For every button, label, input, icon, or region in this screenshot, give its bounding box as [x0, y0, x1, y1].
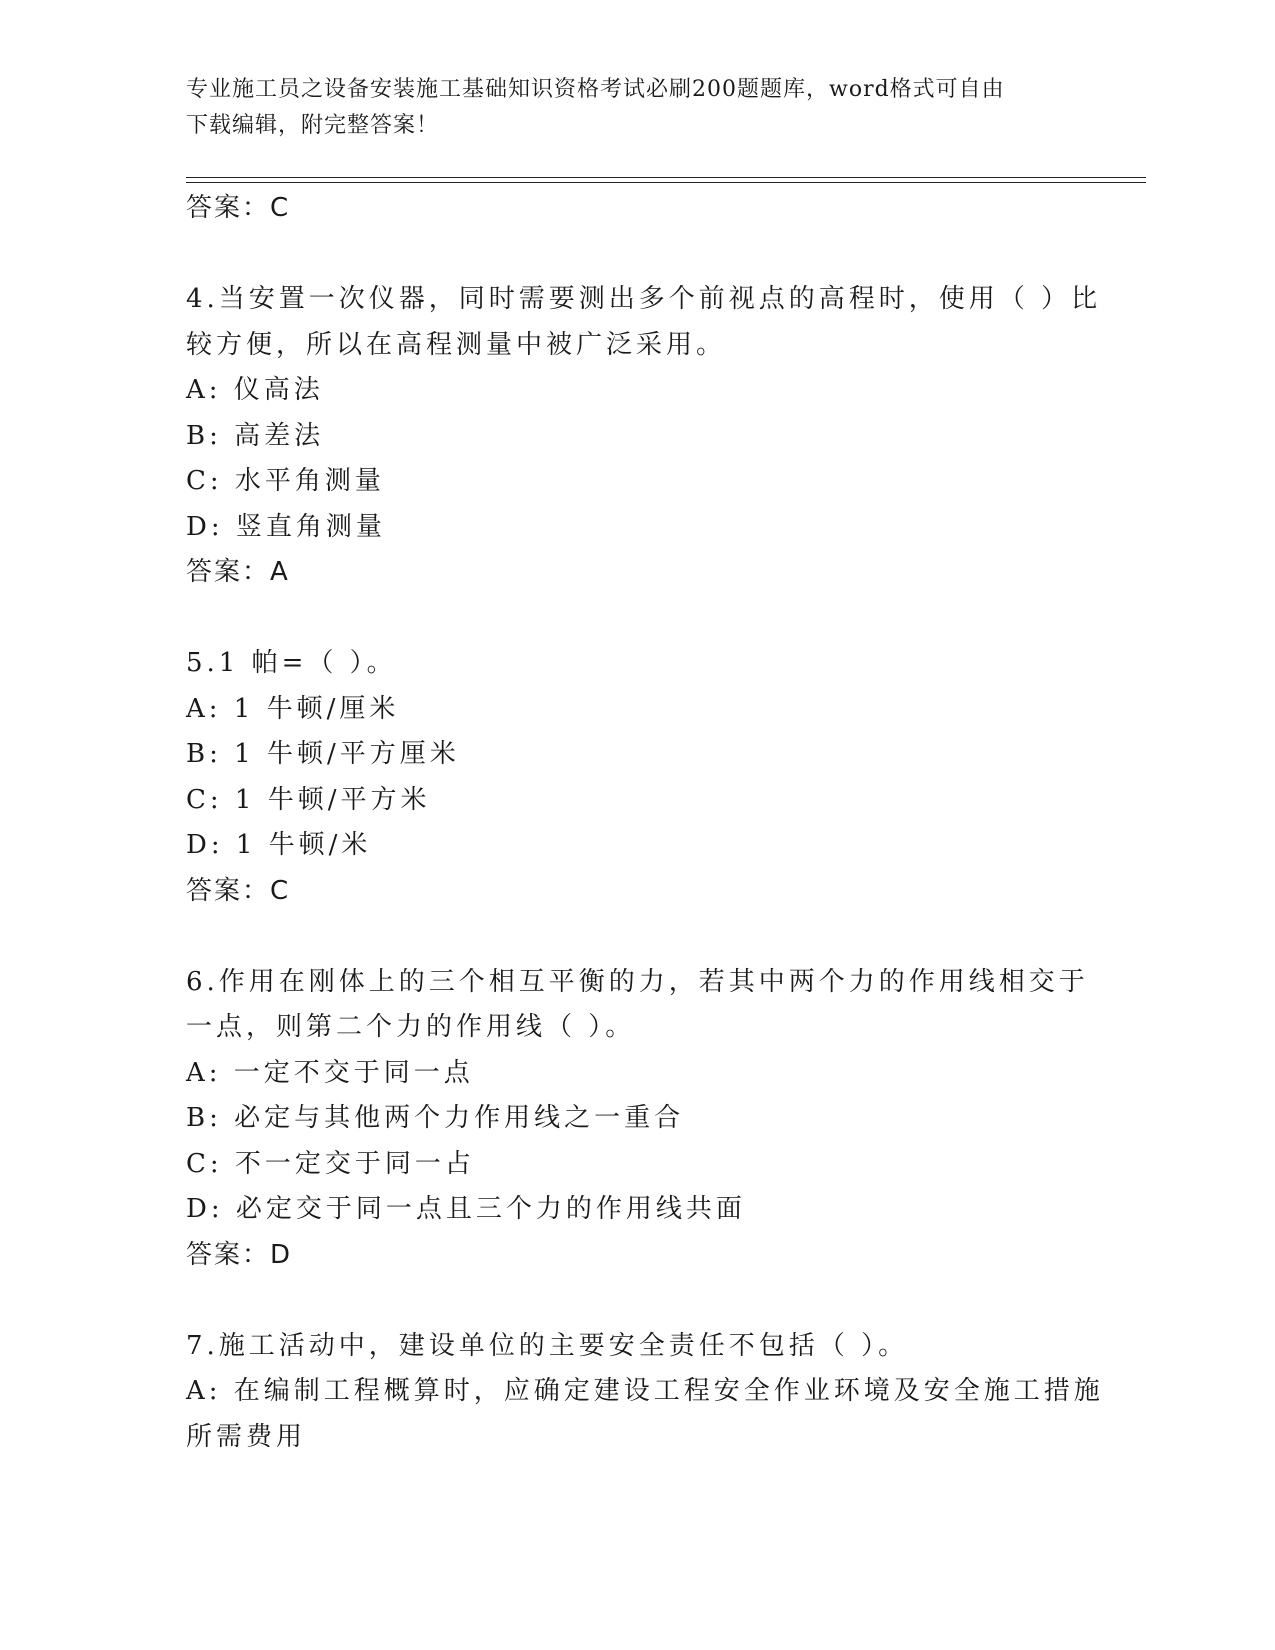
document-header: [186, 72, 1066, 144]
question-stem: 5.1 帕=（ ）。: [186, 648, 397, 678]
question-stem: 7.施工活动中，建设单位的主要安全责任不包括（ ）。: [186, 1330, 909, 1361]
header-line-1: 专业施工员之设备安装施工基础知识资格考试必刷200题题库，word格式可自由: [186, 77, 1005, 102]
question-stem-continued: 较方便，所以在高程测量中被广泛采用。: [186, 329, 727, 360]
option-c: C: 水平角测量: [186, 466, 385, 496]
option-c: C: 不一定交于同一占: [186, 1148, 475, 1179]
answer-line: 答案：C: [186, 193, 291, 223]
option-b: B: 高差法: [186, 420, 325, 451]
option-a: A: 在编制工程概算时，应确定建设工程安全作业环境及安全施工措施: [186, 1376, 1104, 1406]
header-line-2: 下载编辑，附完整答案！: [186, 113, 440, 138]
header-divider-top: [186, 177, 1146, 178]
option-a: A: 1 牛顿/厘米: [186, 693, 400, 724]
question-stem: 6.作用在刚体上的三个相互平衡的力，若其中两个力的作用线相交于: [186, 966, 1089, 997]
option-b: B: 必定与其他两个力作用线之一重合: [186, 1103, 685, 1133]
spacer: [186, 914, 1076, 960]
answer-line: 答案：C: [186, 875, 291, 906]
document-body: [186, 186, 1104, 1460]
spacer: [186, 232, 1076, 278]
question-block: [186, 641, 1076, 914]
option-a-continued: 所需费用: [186, 1421, 307, 1452]
answer-line: 答案：D: [186, 1239, 293, 1270]
question-block: [186, 277, 1102, 596]
option-d: D: 必定交于同一点且三个力的作用线共面: [186, 1194, 746, 1224]
header-divider-bottom: [186, 182, 1146, 183]
option-d: D: 1 牛顿/米: [186, 830, 372, 860]
answer-line: 答案：A: [186, 557, 290, 587]
option-a: A: 仪高法: [186, 375, 324, 405]
option-b: B: 1 牛顿/平方厘米: [186, 739, 460, 769]
question-block: [186, 960, 1089, 1279]
question-stem: 4.当安置一次仪器，同时需要测出多个前视点的高程时，使用（ ）比: [186, 284, 1102, 314]
question-block: [186, 1324, 1104, 1461]
option-d: D: 竖直角测量: [186, 511, 386, 542]
option-a: A: 一定不交于同一点: [186, 1057, 474, 1088]
option-c: C: 1 牛顿/平方米: [186, 784, 431, 815]
spacer: [186, 1278, 1076, 1324]
question-stem-continued: 一点，则第二个力的作用线（ ）。: [186, 1012, 636, 1042]
spacer: [186, 596, 1076, 642]
